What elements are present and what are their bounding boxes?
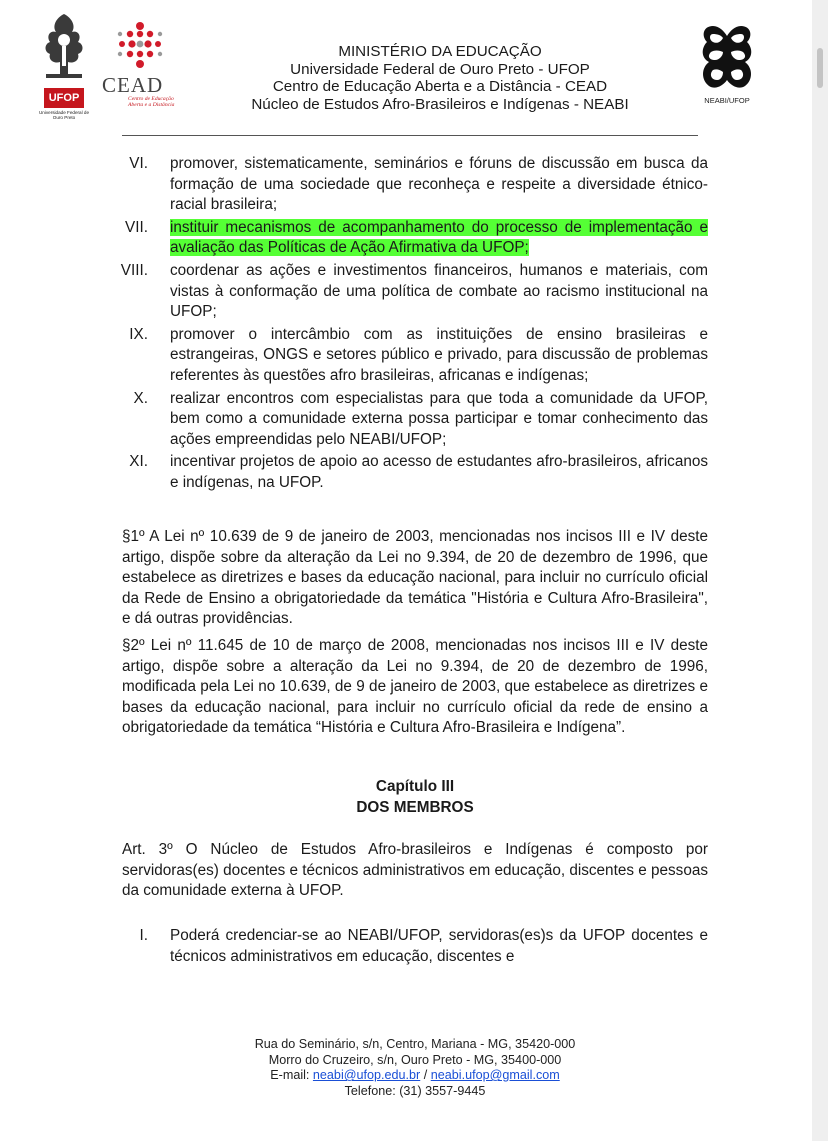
ufop-logo — [38, 10, 90, 122]
list-item-xi — [100, 452, 708, 493]
paragraph-2: §2º Lei nº 11.645 de 10 de março de 2008, mencionadas nos incisos III e IV deste artigo, dispõe sobre a alteração da Lei no 9.394, de 20 de dezembro de 1996, modificada pela Lei no 10.639, de 9 de janeiro de 2003, que estabelece as diretrizes e bases da educação nacional, para incluir no currículo oficial da rede de ensino a obrigatoriedade da temática “História e Cultura Afro-Brasileira e Indígena”. — [122, 637, 708, 737]
ufop-badge: UFOP — [44, 88, 84, 108]
highlighted-text: instituir mecanismos de acompanhamento do processo de implementação e avaliação das Políticas de Ação Afirmativa da UFOP; — [170, 218, 708, 257]
footer-address-1: Rua do Seminário, s/n, Centro, Mariana - MG, 35420-000 — [254, 1037, 576, 1051]
item-number: VII. — [125, 218, 148, 236]
item-number: XI. — [129, 453, 148, 471]
paragraph-1: §1º A Lei nº 10.639 de 9 de janeiro de 2003, mencionadas nos incisos III e IV deste artigo, dispõe sobre da alteração da Lei no 9.394, de 20 de dezembro de 1996, que estabelece as diretrizes e bases da educação nacional, para incluir no currículo oficial da Rede de Ensino a obrigatoriedade da temática "História e Cultura Afro-Brasileira", e dá outras providências. — [122, 528, 708, 628]
email-label: E-mail: — [270, 1068, 310, 1083]
cead-dots-icon — [114, 20, 166, 72]
neabi-symbol-icon — [699, 22, 755, 92]
item-text: Poderá credenciar-se ao NEABI/UFOP, servidoras(es)s da UFOP docentes e técnicos administrativos em educação, discentes e — [170, 927, 708, 965]
cead-caption-2: Aberta e a Distância — [128, 102, 175, 109]
header-line-cead: Centro de Educação Aberta e a Distância - CEAD — [272, 78, 608, 95]
list-item-viii — [100, 261, 708, 323]
footer — [122, 1037, 708, 1099]
list-item-ix — [100, 325, 708, 387]
list-item-vi — [100, 154, 708, 216]
item-number: IX. — [129, 325, 148, 343]
chapter-heading — [122, 776, 708, 818]
email-link-2[interactable]: neabi.ufop@gmail.com — [430, 1068, 560, 1083]
header-title-block — [190, 43, 690, 113]
item-number: I. — [139, 927, 148, 944]
list-item-vii — [100, 218, 708, 259]
footer-phone: Telefone: (31) 3557-9445 — [344, 1083, 486, 1098]
neabi-logo — [692, 22, 762, 112]
header-divider — [122, 135, 698, 136]
email-link-1[interactable]: neabi@ufop.edu.br — [312, 1068, 421, 1083]
scrollbar-thumb[interactable] — [817, 48, 823, 88]
header-line-neabi: Núcleo de Estudos Afro-Brasileiros e Indígenas - NEABI — [251, 95, 629, 113]
cead-logo — [102, 20, 180, 112]
items-list — [100, 154, 708, 494]
item-number: VI. — [129, 155, 148, 172]
article-3: Art. 3º O Núcleo de Estudos Afro-brasileiros e Indígenas é composto por servidoras(es) docentes e técnicos administrativos em educação, discentes e pessoas da comunidade externa à UFOP. — [122, 841, 708, 900]
cead-caption-1: Centro de Educação — [128, 96, 174, 102]
item-text: promover, sistematicamente, seminários e fóruns de discussão em busca da formação de uma sociedade que reconheça e respeite a diversidade étnico-racial brasileira; — [170, 155, 708, 214]
chapter-title: Capítulo III — [375, 778, 455, 795]
vertical-scrollbar[interactable] — [812, 0, 828, 1141]
item-number: X. — [133, 389, 148, 407]
item-number: VIII. — [120, 261, 148, 279]
cead-name: CEAD — [102, 73, 164, 97]
footer-email-line — [122, 1068, 708, 1084]
list-item-x — [100, 389, 708, 451]
footer-address-2: Morro do Cruzeiro, s/n, Ouro Preto - MG, 35400-000 — [268, 1052, 562, 1067]
item-text: coordenar as ações e investimentos financeiros, humanos e materiais, com vistas à conformação de uma política de combate ao racismo institucional na UFOP; — [170, 261, 708, 321]
header-line-university: Universidade Federal de Ouro Preto - UFOP — [290, 60, 590, 78]
item-text-wrapper — [170, 218, 708, 259]
item-text: realizar encontros com especialistas para que toda a comunidade da UFOP, bem como a comunidade externa possa participar e tomar conhecimento das ações empreendidas pelo NEABI/UFOP; — [170, 389, 708, 448]
item-text: promover o intercâmbio com as instituições de ensino brasileiras e estrangeiras, ONGS e setores público e privado, para discussão de problemas referentes às questões afro brasileiras, africanas e indígenas; — [170, 325, 708, 384]
header-line-ministry: MINISTÉRIO DA EDUCAÇÃO — [338, 43, 542, 60]
ufop-emblem-icon — [38, 10, 90, 82]
item-text: incentivar projetos de apoio ao acesso de estudantes afro-brasileiros, africanos e indígenas, na UFOP. — [170, 453, 708, 491]
list-item-i — [100, 926, 708, 967]
chapter-subtitle: DOS MEMBROS — [356, 799, 474, 816]
neabi-caption: NEABI/UFOP — [704, 96, 750, 105]
email-separator: / — [423, 1068, 428, 1083]
ufop-caption: Universidade Federal de Ouro Preto — [38, 110, 90, 121]
